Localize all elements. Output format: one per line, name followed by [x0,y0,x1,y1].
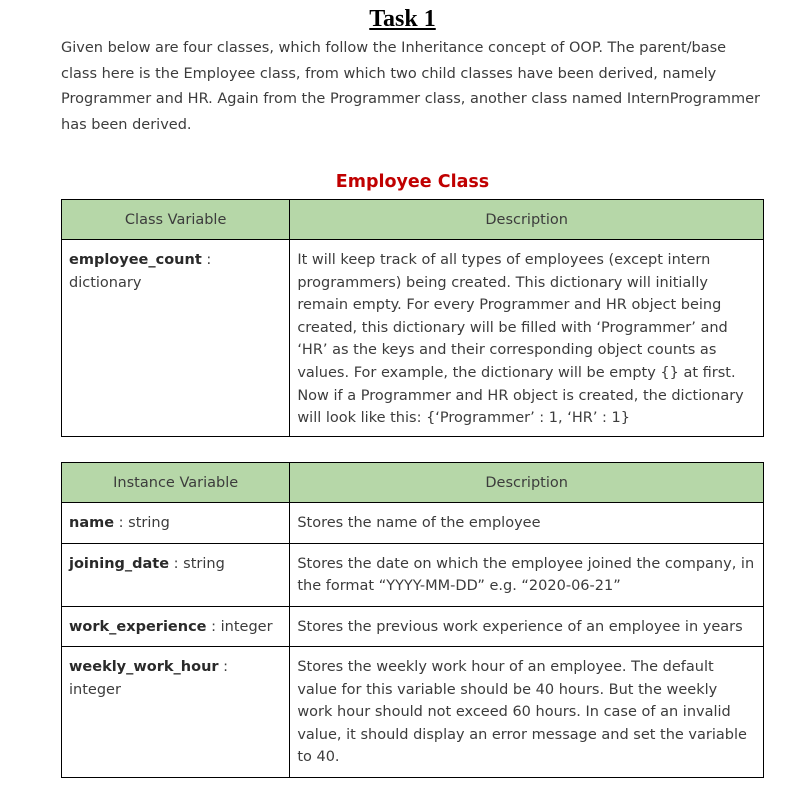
column-header-description: Description [290,463,764,503]
table-header-row [62,200,764,240]
table-row [62,503,764,544]
column-header-instance-variable: Instance Variable [62,463,290,503]
table-row [62,240,764,437]
description-cell: Stores the weekly work hour of an employee. The default value for this variable should be 40 hours. But the weekly work hour should not exceed 60 hours. In case of an invalid value, it should display an error message and set the variable to 40. [290,647,764,778]
variable-name: joining_date [69,555,170,572]
table-row [62,647,764,778]
table-header-row [62,463,764,503]
description-cell: Stores the date on which the employee joined the company, in the format “YYYY-MM-DD” e.g. “2020-06-21” [290,543,764,606]
variable-cell [62,647,290,778]
variable-cell [62,503,290,544]
variable-name: name [69,515,115,531]
variable-name: work_experience [69,618,207,635]
variable-cell [62,606,290,647]
column-header-class-variable: Class Variable [62,200,290,240]
variable-cell [62,543,290,606]
variable-type: : string [114,515,170,531]
column-header-description: Description [290,200,764,240]
variable-name: weekly_work_hour [69,659,219,675]
intro-paragraph: Given below are four classes, which follow the Inheritance concept of OOP. The parent/base class here is the Employee class, from which two child classes have been derived, namely Programmer and HR. Again from the Programmer class, another class named InternProgrammer has been derived. [61,40,760,133]
table-row [62,606,764,647]
description-cell: Stores the previous work experience of an employee in years [290,606,764,647]
description-cell: Stores the name of the employee [290,503,764,544]
class-variable-table [61,199,764,437]
table-row [62,543,764,606]
document-title: Task 1 [369,6,436,32]
variable-type: : integer [206,618,273,635]
variable-cell [62,240,290,437]
variable-type: : dictionary [69,252,212,291]
description-cell: It will keep track of all types of employees (except intern programmers) being created. This dictionary will initially remain empty. For every Programmer and HR object being created, this dictionary will be filled with ‘Programmer’ and ‘HR’ as the keys and their corresponding object counts as values. For example, the dictionary will be empty {} at first. Now if a Programmer and HR object is created, the dictionary will look like this: {‘Programmer’ : 1, ‘HR’ : 1} [290,240,764,437]
variable-type: : integer [69,659,229,698]
variable-name: employee_count [69,252,202,268]
variable-type: : string [169,555,225,572]
section-heading: Employee Class [335,172,490,192]
instance-variable-table [61,462,764,778]
